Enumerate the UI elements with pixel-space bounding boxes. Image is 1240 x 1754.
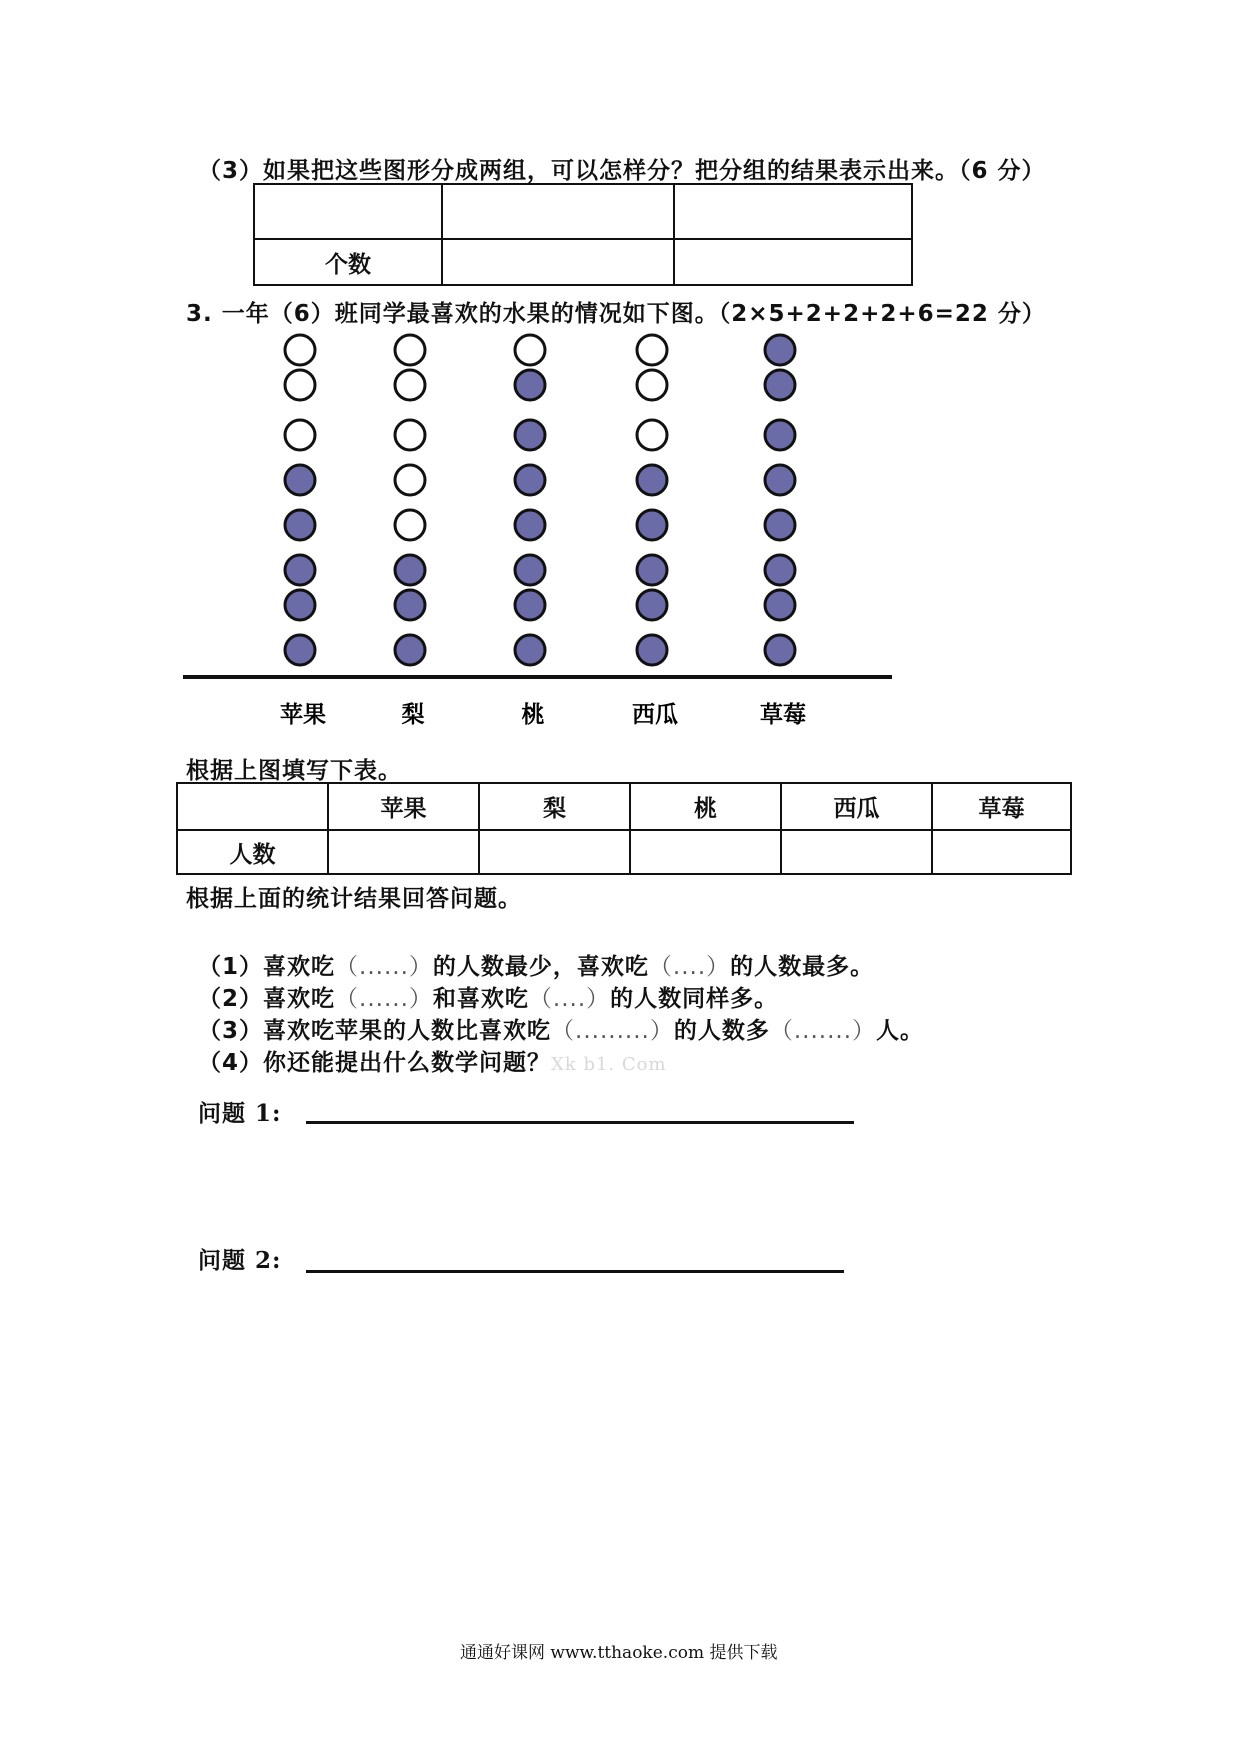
count-table-corner [177, 783, 328, 830]
empty-dot [285, 420, 315, 450]
sub-question-3-text-b: 的人数多 [673, 1018, 770, 1044]
sub-question-2 [198, 980, 778, 1013]
part3-prompt: （3）如果把这些图形分成两组，可以怎样分？把分组的结果表示出来。（6 分） [198, 158, 1046, 184]
filled-dot [285, 590, 315, 620]
filled-dot [765, 370, 795, 400]
filled-dot [637, 465, 667, 495]
empty-dot [395, 335, 425, 365]
filled-dot [765, 335, 795, 365]
sub-question-1 [198, 948, 874, 981]
filled-dot [637, 590, 667, 620]
empty-dot [637, 370, 667, 400]
filled-dot [515, 465, 545, 495]
answer-blank[interactable]: （....） [528, 986, 611, 1012]
sub-question-2-text-c: 的人数同样多。 [610, 986, 779, 1012]
count-table-header: 梨 [479, 783, 630, 830]
filled-dot [765, 465, 795, 495]
sub-question-4 [198, 1044, 667, 1077]
empty-dot [515, 335, 545, 365]
sub-question-1-text-c: 的人数最多。 [730, 954, 875, 980]
footer-credit: 通通好课网 www.tthaoke.com 提供下载 [460, 1643, 778, 1663]
filled-dot [637, 635, 667, 665]
answer-blank[interactable]: （......） [335, 954, 433, 980]
grouping-table [253, 183, 913, 286]
grouping-count-label: 个数 [254, 239, 442, 285]
sub-question-2-text-b: 和喜欢吃 [432, 986, 529, 1012]
empty-dot [395, 510, 425, 540]
category-label: 草莓 [760, 702, 806, 728]
answer-blank[interactable]: （....） [648, 954, 731, 980]
count-cell-peach[interactable] [630, 830, 781, 874]
grouping-cell[interactable] [674, 184, 912, 239]
count-cell-apple[interactable] [328, 830, 479, 874]
filled-dot [765, 510, 795, 540]
fill-instruction: 根据上图填写下表。 [186, 758, 402, 784]
sub-question-2-text-a: （2）喜欢吃 [198, 986, 336, 1012]
fruit-count-table [176, 782, 1072, 875]
sub-question-3-text-c: 人。 [876, 1018, 925, 1044]
empty-dot [637, 420, 667, 450]
category-label: 桃 [521, 702, 545, 728]
filled-dot [285, 635, 315, 665]
empty-dot [637, 335, 667, 365]
sub-question-4-text: （4）你还能提出什么数学问题？ [198, 1050, 552, 1076]
count-cell-pear[interactable] [479, 830, 630, 874]
answer-blank[interactable]: （.......） [769, 1018, 877, 1044]
count-cell-strawberry[interactable] [932, 830, 1071, 874]
filled-dot [637, 510, 667, 540]
filled-dot [515, 590, 545, 620]
filled-dot [395, 590, 425, 620]
watermark-text: Xk b1. Com [551, 1054, 667, 1075]
filled-dot [285, 465, 315, 495]
grouping-cell[interactable] [254, 184, 442, 239]
problem-2-answer-line[interactable] [306, 1270, 844, 1273]
fruit-pictograph [150, 325, 910, 745]
filled-dot [765, 635, 795, 665]
filled-dot [765, 555, 795, 585]
filled-dot [515, 370, 545, 400]
filled-dot [395, 635, 425, 665]
grouping-cell[interactable] [442, 184, 674, 239]
category-label: 苹果 [280, 702, 326, 728]
empty-dot [285, 370, 315, 400]
problem-1-answer-line[interactable] [306, 1121, 854, 1124]
filled-dot [285, 555, 315, 585]
sub-question-1-text-a: （1）喜欢吃 [198, 954, 336, 980]
count-table-header: 苹果 [328, 783, 479, 830]
filled-dot [515, 510, 545, 540]
count-table-row-label: 人数 [177, 830, 328, 874]
answer-instruction: 根据上面的统计结果回答问题。 [186, 886, 522, 912]
filled-dot [765, 420, 795, 450]
sub-question-3 [198, 1012, 924, 1045]
filled-dot [637, 555, 667, 585]
filled-dot [515, 555, 545, 585]
filled-dot [395, 555, 425, 585]
problem-2-label: 问题 2: [198, 1247, 282, 1274]
empty-dot [395, 370, 425, 400]
problem-1-label: 问题 1: [198, 1100, 282, 1127]
filled-dot [515, 635, 545, 665]
answer-blank[interactable]: （......） [335, 986, 433, 1012]
question3-title: 3. 一年（6）班同学最喜欢的水果的情况如下图。（2×5+2+2+2+6=22 分） [186, 301, 1046, 327]
grouping-cell[interactable] [442, 239, 674, 285]
answer-blank[interactable]: （.........） [551, 1018, 674, 1044]
grouping-cell[interactable] [674, 239, 912, 285]
empty-dot [395, 465, 425, 495]
count-table-header: 草莓 [932, 783, 1071, 830]
count-cell-watermelon[interactable] [781, 830, 932, 874]
count-table-header: 西瓜 [781, 783, 932, 830]
filled-dot [515, 420, 545, 450]
category-label: 西瓜 [632, 702, 678, 728]
filled-dot [285, 510, 315, 540]
count-table-header: 桃 [630, 783, 781, 830]
empty-dot [395, 420, 425, 450]
empty-dot [285, 335, 315, 365]
category-label: 梨 [401, 702, 425, 728]
filled-dot [765, 590, 795, 620]
sub-question-3-text-a: （3）喜欢吃苹果的人数比喜欢吃 [198, 1018, 552, 1044]
sub-question-1-text-b: 的人数最少，喜欢吃 [432, 954, 649, 980]
